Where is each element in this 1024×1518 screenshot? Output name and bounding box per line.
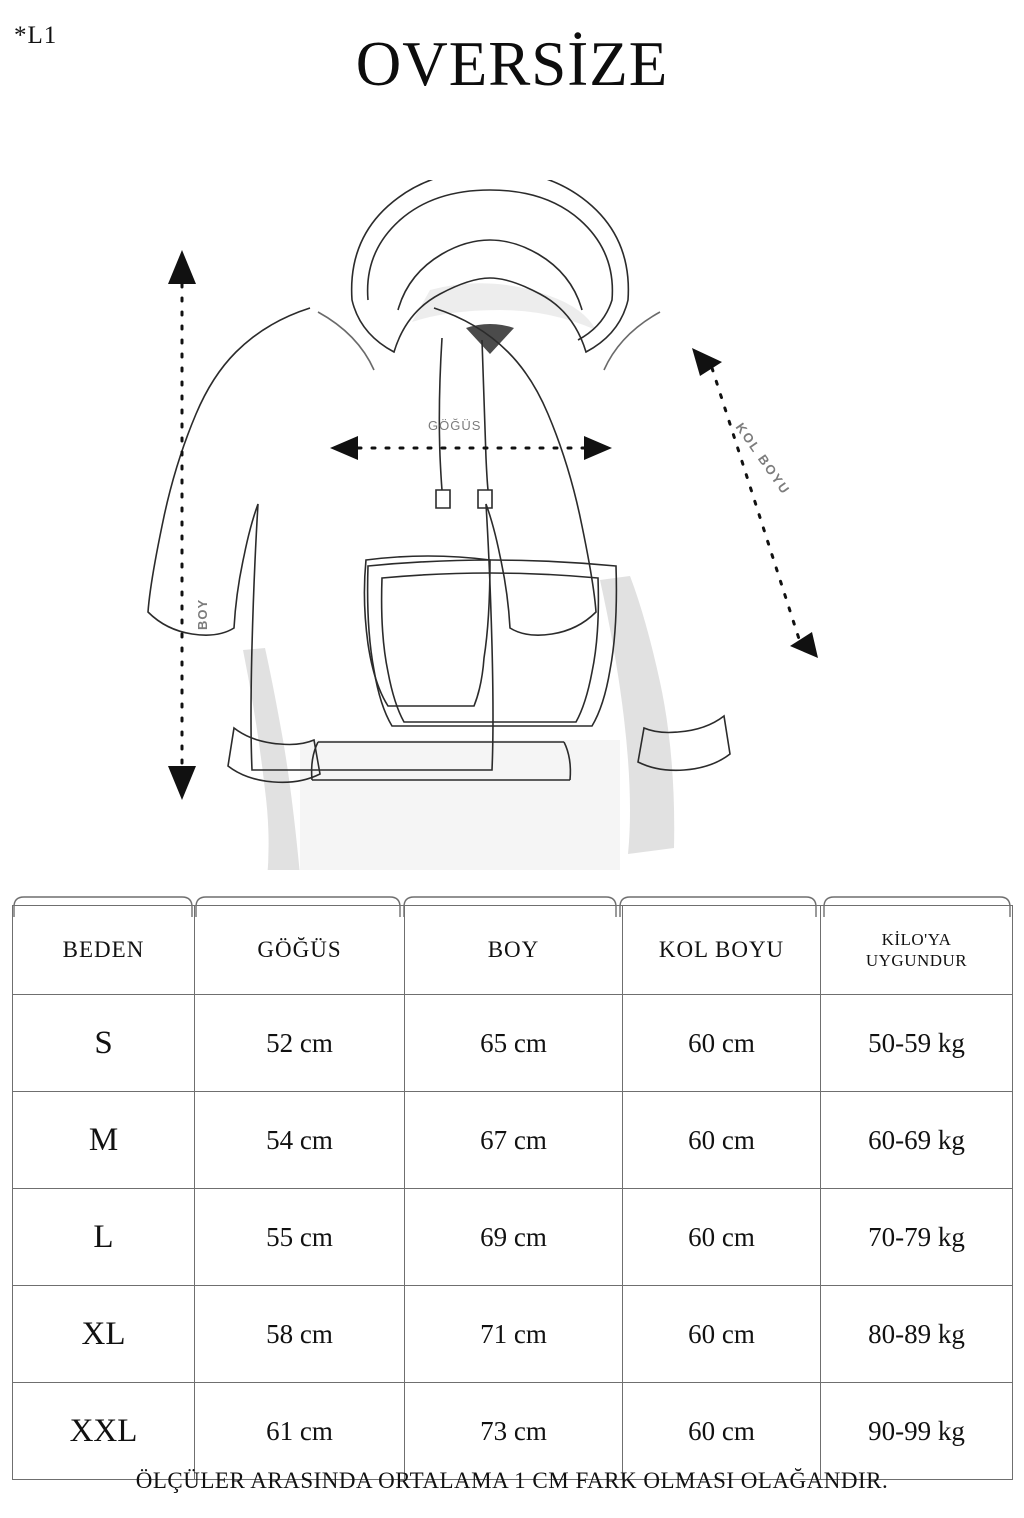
cell-gogus: 54 cm bbox=[195, 1092, 405, 1189]
sleeve-dimension-label: KOL BOYU bbox=[732, 420, 794, 498]
table-row bbox=[13, 995, 1013, 1092]
length-arrow-icon bbox=[168, 250, 196, 800]
column-header-kilo bbox=[821, 906, 1013, 995]
length-dimension-label: BOY bbox=[195, 598, 210, 630]
table-row bbox=[13, 1286, 1013, 1383]
page-title: OVERSİZE bbox=[355, 29, 669, 99]
cell-gogus: 52 cm bbox=[195, 995, 405, 1092]
cell-kilo: 70-79 kg bbox=[821, 1189, 1013, 1286]
cell-kol-boyu: 60 cm bbox=[623, 1383, 821, 1480]
cell-beden: L bbox=[13, 1189, 195, 1286]
cell-beden: S bbox=[13, 995, 195, 1092]
cell-kilo: 90-99 kg bbox=[821, 1383, 1013, 1480]
table-row bbox=[13, 1189, 1013, 1286]
cell-kilo: 80-89 kg bbox=[821, 1286, 1013, 1383]
chest-dimension-label: GÖĞÜS bbox=[428, 418, 482, 433]
cell-kol-boyu: 60 cm bbox=[623, 1092, 821, 1189]
size-chart-table bbox=[12, 905, 1013, 1480]
cell-boy: 69 cm bbox=[405, 1189, 623, 1286]
cell-gogus: 61 cm bbox=[195, 1383, 405, 1480]
column-header-boy: BOY bbox=[405, 906, 623, 995]
hoodie-body-outline bbox=[148, 308, 596, 770]
corner-code-label: *L1 bbox=[14, 22, 58, 49]
sleeve-arrow-icon bbox=[692, 348, 818, 658]
cell-boy: 67 cm bbox=[405, 1092, 623, 1189]
cell-boy: 65 cm bbox=[405, 995, 623, 1092]
cell-kol-boyu: 60 cm bbox=[623, 1286, 821, 1383]
cell-boy: 71 cm bbox=[405, 1286, 623, 1383]
cell-gogus: 58 cm bbox=[195, 1286, 405, 1383]
cell-beden: M bbox=[13, 1092, 195, 1189]
hoodie-illustration bbox=[0, 180, 1024, 870]
cell-kol-boyu: 60 cm bbox=[623, 1189, 821, 1286]
cell-kilo: 50-59 kg bbox=[821, 995, 1013, 1092]
cell-boy: 73 cm bbox=[405, 1383, 623, 1480]
table-row bbox=[13, 1383, 1013, 1480]
hoodie-diagram-svg bbox=[0, 180, 1024, 870]
cell-kilo: 60-69 kg bbox=[821, 1092, 1013, 1189]
column-header-beden: BEDEN bbox=[13, 906, 195, 995]
table-row bbox=[13, 1092, 1013, 1189]
cell-beden: XXL bbox=[13, 1383, 195, 1480]
shadow-shapes bbox=[243, 283, 674, 870]
column-header-kol-boyu: KOL BOYU bbox=[623, 906, 821, 995]
chest-arrow-icon bbox=[330, 436, 612, 460]
footer-note: ÖLÇÜLER ARASINDA ORTALAMA 1 CM FARK OLMASI OLAĞANDIR. bbox=[135, 1468, 889, 1493]
table-header-row bbox=[13, 906, 1013, 995]
kilo-header-line2: UYGUNDUR bbox=[865, 951, 968, 970]
cell-kol-boyu: 60 cm bbox=[623, 995, 821, 1092]
kilo-header-line1: KİLO'YA bbox=[881, 929, 952, 949]
column-header-gogus: GÖĞÜS bbox=[195, 906, 405, 995]
cell-beden: XL bbox=[13, 1286, 195, 1383]
cell-gogus: 55 cm bbox=[195, 1189, 405, 1286]
